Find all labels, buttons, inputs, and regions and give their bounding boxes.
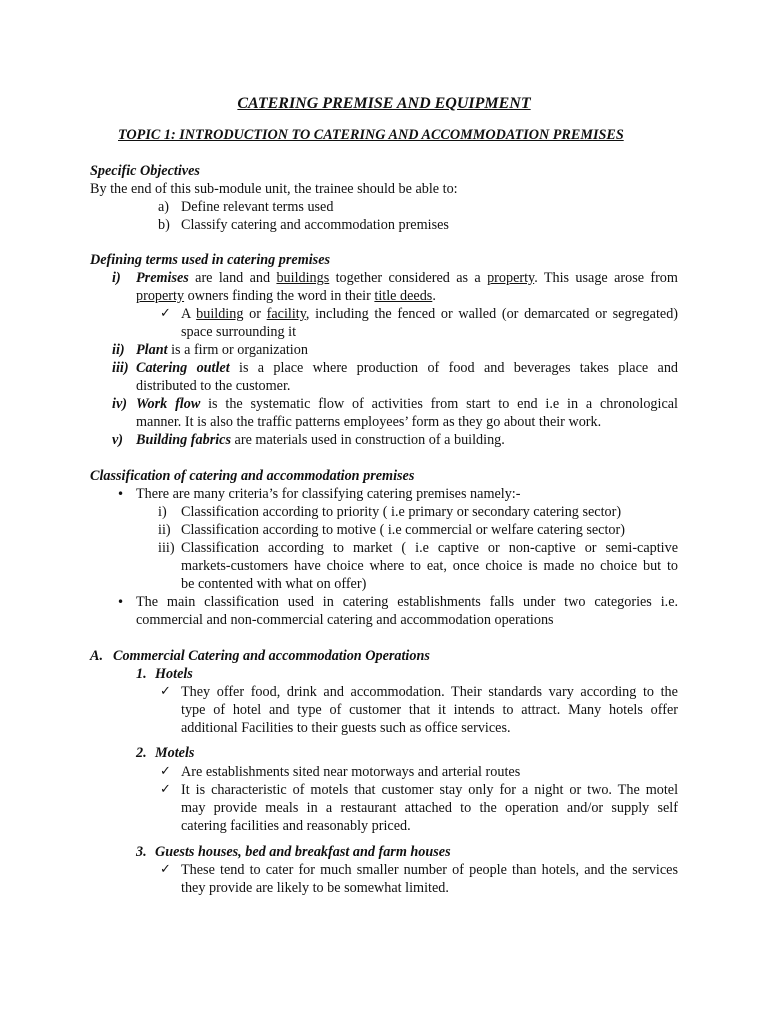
subsection-marker: 1. — [136, 666, 147, 682]
definition-marker: ii) — [112, 342, 125, 358]
definition-plant — [136, 341, 308, 359]
criteria-item: Classification according to motive ( i.e commercial or welfare catering sector) — [181, 522, 625, 538]
text-fragment: owners finding the word in their — [184, 288, 375, 304]
term-work-flow: Work flow — [136, 396, 201, 412]
definition-marker: v) — [112, 432, 124, 448]
topic-heading: TOPIC 1: INTRODUCTION TO CATERING AND ACCOMMODATION PREMISES — [118, 127, 624, 143]
subsection-marker: 3. — [136, 844, 147, 860]
link-property[interactable]: property — [487, 270, 535, 286]
criteria-item-line2: markets-customers have choice where to eat, once choice is made no choice but to — [181, 558, 678, 574]
guest-houses-heading: Guests houses, bed and breakfast and farm houses — [155, 844, 451, 860]
bullet-icon: • — [117, 595, 125, 609]
checkmark-icon: ✓ — [160, 306, 171, 321]
definition-work-flow-line2: manner. It is also the traffic patterns employees’ form as they go about their work. — [136, 414, 602, 430]
motels-heading: Motels — [155, 745, 195, 761]
motels-point-2-line2: may provide meals in a restaurant attached to the operation and/or supply self — [181, 800, 678, 816]
term-plant: Plant — [136, 342, 168, 358]
text-fragment: together considered as a — [329, 270, 488, 286]
text-fragment: are land and — [188, 270, 277, 286]
text-fragment: is a place where production of food and beverages takes place and — [229, 360, 679, 376]
checkmark-icon: ✓ — [160, 684, 171, 699]
link-building[interactable]: building — [196, 306, 244, 322]
criteria-item: Classification according to priority ( i.e primary or secondary catering sector) — [181, 504, 622, 520]
objectives-intro: By the end of this sub-module unit, the trainee should be able to: — [90, 181, 458, 197]
definition-work-flow-line1 — [136, 395, 678, 413]
section-marker: A. — [90, 648, 104, 664]
commercial-heading: Commercial Catering and accommodation Operations — [113, 648, 430, 664]
objective-item: Define relevant terms used — [181, 199, 334, 215]
criteria-item-line1: Classification according to market ( i.e captive or non-captive or semi-captive — [181, 540, 679, 556]
objectives-heading: Specific Objectives — [90, 163, 200, 179]
classification-bullet-2-line1: The main classification used in catering establishments falls under two categories i.e. — [136, 594, 679, 610]
checkmark-icon: ✓ — [160, 764, 171, 779]
bullet-icon: • — [117, 487, 125, 501]
definition-premises-line1 — [136, 269, 678, 287]
definition-catering-outlet-line1 — [136, 359, 678, 377]
link-facility[interactable]: facility — [266, 306, 306, 322]
subsection-marker: 2. — [136, 745, 147, 761]
text-fragment: , including the fenced or walled (or demarcated or segregated) — [305, 306, 679, 322]
criteria-marker: iii) — [158, 540, 175, 556]
guest-houses-text-line2: they provide are likely to be somewhat limited. — [181, 880, 449, 896]
text-fragment: or — [243, 306, 267, 322]
hotels-heading: Hotels — [155, 666, 193, 682]
objective-marker: b) — [158, 217, 170, 233]
hotels-text-line2: type of hotel and type of customer that it intends to attract. Many hotels offer — [181, 702, 678, 718]
motels-point-1: Are establishments sited near motorways and arterial routes — [181, 764, 521, 780]
link-title-deeds[interactable]: title deeds — [374, 288, 433, 304]
text-fragment: is a firm or organization — [167, 342, 308, 358]
objective-item: Classify catering and accommodation premises — [181, 217, 449, 233]
term-catering-outlet: Catering outlet — [136, 360, 230, 376]
definition-marker: i) — [112, 270, 121, 286]
text-fragment: A — [181, 306, 197, 322]
guest-houses-text-line1: These tend to cater for much smaller number of people than hotels, and the services — [181, 862, 678, 878]
text-fragment: is the systematic flow of activities from start to end i.e in a chronological — [200, 396, 678, 412]
hotels-text-line3: additional Facilities to their guests such as office services. — [181, 720, 511, 736]
definition-marker: iv) — [112, 396, 127, 412]
definition-marker: iii) — [112, 360, 129, 376]
document-title: CATERING PREMISE AND EQUIPMENT — [237, 95, 531, 112]
hotels-text-line1: They offer food, drink and accommodation. Their standards vary according to the — [181, 684, 678, 700]
premises-subpoint-line2: space surrounding it — [181, 324, 297, 340]
definition-building-fabrics — [136, 431, 505, 449]
checkmark-icon: ✓ — [160, 862, 171, 877]
classification-heading: Classification of catering and accommodation premises — [90, 468, 415, 484]
definition-premises-line2 — [136, 287, 436, 305]
motels-point-2-line3: catering facilities and reasonably priced. — [181, 818, 411, 834]
criteria-marker: i) — [158, 504, 167, 520]
classification-bullet-2-line2: commercial and non-commercial catering and accommodation operations — [136, 612, 554, 628]
text-fragment: . — [432, 288, 436, 304]
term-building-fabrics: Building fabrics — [136, 432, 231, 448]
definitions-heading: Defining terms used in catering premises — [90, 252, 331, 268]
term-premises: Premises — [136, 270, 189, 286]
criteria-item-line3: be contented with what on offer) — [181, 576, 367, 592]
criteria-marker: ii) — [158, 522, 171, 538]
objective-marker: a) — [158, 199, 170, 215]
motels-point-2-line1: It is characteristic of motels that customer stay only for a night or two. The motel — [181, 782, 679, 798]
premises-subpoint-line1 — [181, 305, 678, 323]
link-buildings[interactable]: buildings — [276, 270, 330, 286]
link-property[interactable]: property — [136, 288, 185, 304]
text-fragment: are materials used in construction of a building. — [231, 432, 505, 448]
checkmark-icon: ✓ — [160, 782, 171, 797]
text-fragment: . This usage arose from — [534, 270, 678, 286]
definition-catering-outlet-line2: distributed to the customer. — [136, 378, 291, 394]
classification-bullet-1: There are many criteria’s for classifying catering premises namely:- — [136, 486, 521, 502]
